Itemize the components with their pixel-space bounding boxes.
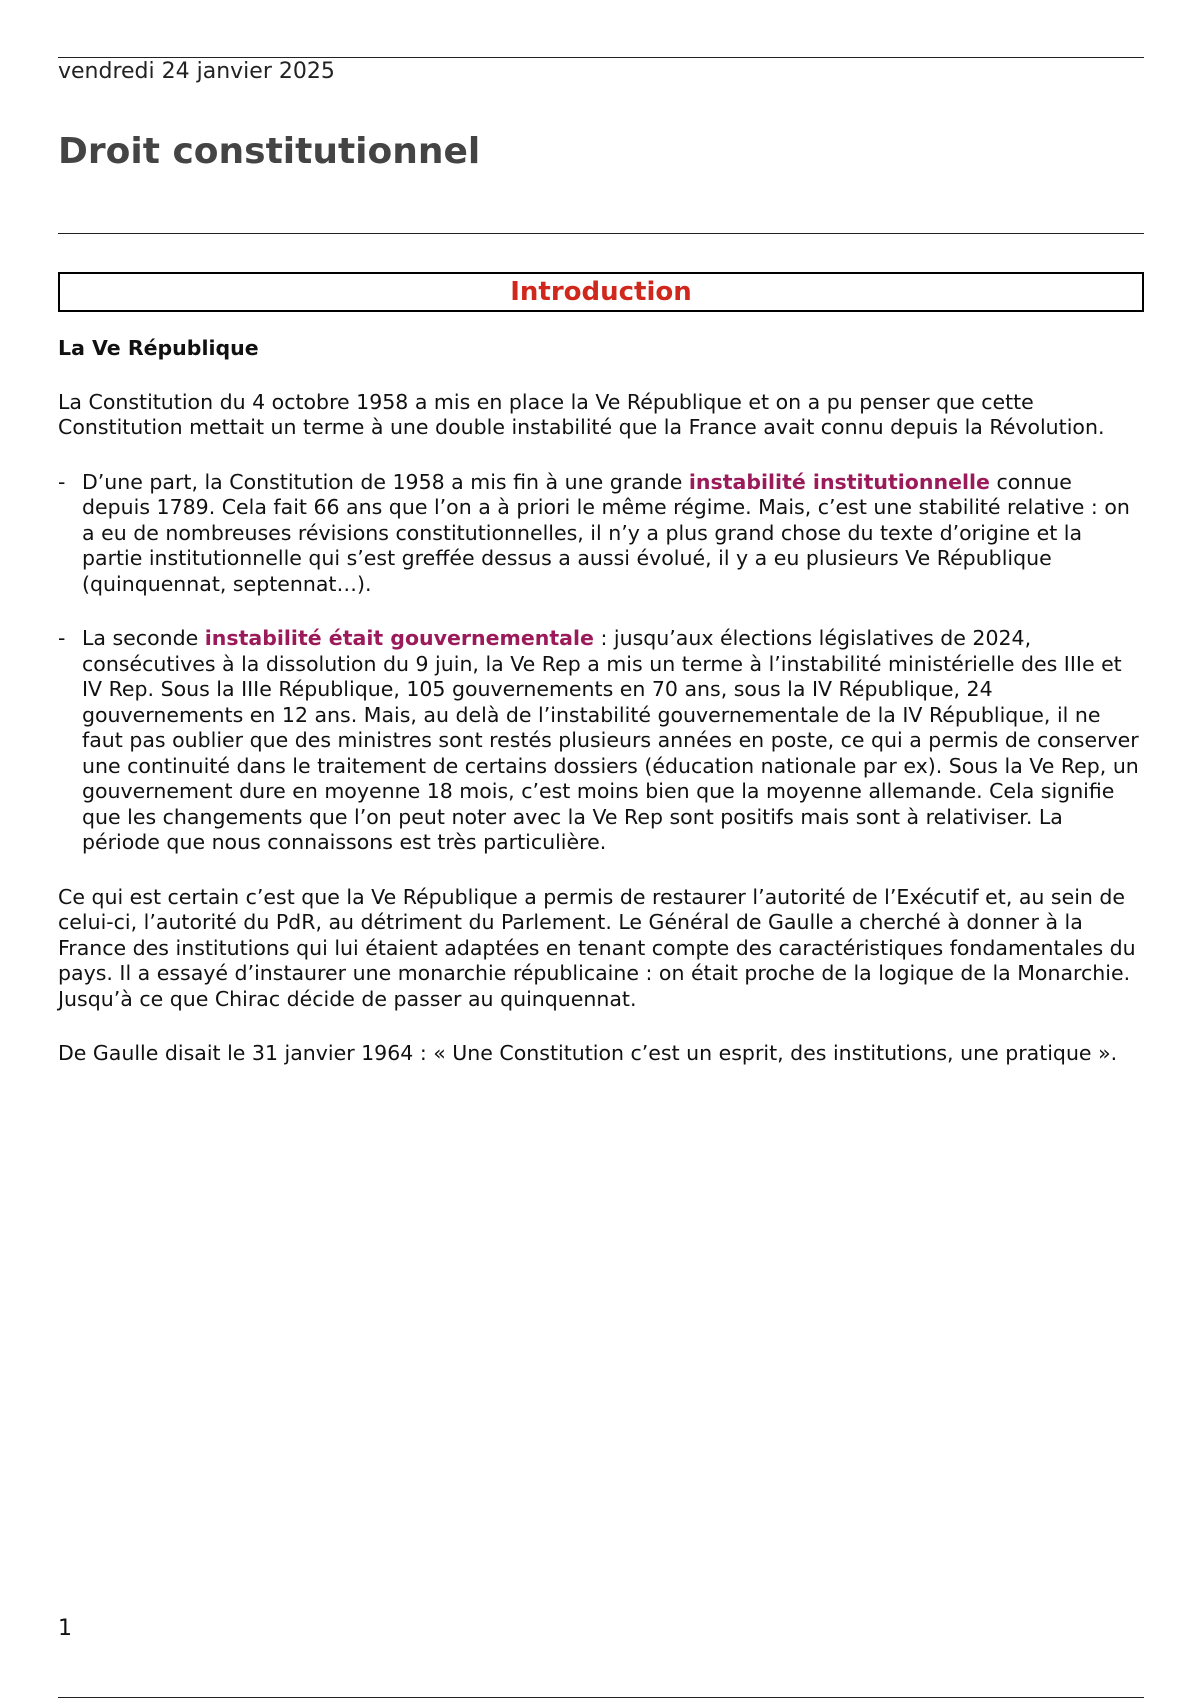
highlight-term: instabilité institutionnelle — [688, 469, 990, 494]
paragraph-executive: Ce qui est certain c’est que la Ve République a permis de restaurer l’autorité de l’Exécutif et, au sein de celui-ci, l’autorité du PdR, au détriment du Parlement. Le Général de Gaulle a cherché à donner à la France des institutions qui lui étaient adaptées en tenant compte des caractéristiques fondamentales du pays. Il a essayé d’instaurer une monarchie républicaine : on était proche de la logique de la Monarchie. Jusqu’à ce que Chirac décide de passer au quinquennat. — [58, 884, 1136, 1011]
page-number: 1 — [58, 1616, 72, 1641]
bullet-text-before: D’une part, la Constitution de 1958 a mis fin à une grande — [82, 469, 689, 494]
section-title-box: Introduction — [58, 272, 1144, 312]
document-page — [58, 0, 1144, 1700]
footer-rule — [58, 1697, 1144, 1698]
bullet-text-before: La seconde — [82, 626, 205, 650]
bullet-item-institutional — [58, 470, 1144, 598]
paragraph-intro: La Constitution du 4 octobre 1958 a mis en place la Ve République et on a pu penser que cette Constitution mettait un terme à une double instabilité que la France avait connu depuis la Révolution. — [58, 389, 1105, 439]
header-bottom-rule — [58, 233, 1144, 234]
bullet-text-after: : jusqu’aux élections législatives de 2024, consécutives à la dissolution du 9 juin, la Ve Rep a mis un terme à l’instabilité ministérielle des IIIe et IV Rep. Sous la IIIe République, 105 gouvernements en 70 ans, sous la IV République, 24 gouvernements en 12 ans. Mais, au delà de l’instabilité gouvernementale de la IV République, il ne faut pas oublier que des ministres sont restés plusieurs années en poste, ce qui a permis de conserver une continuité dans le traitement de certains dossiers (éducation nationale par ex). Sous la Ve Rep, un gouvernement dure en moyenne 18 mois, c’est moins bien que la moyenne allemande. Cela signifie que les changements que l’on peut noter avec la Ve Rep sont positifs mais sont à relativiser. La période que nous connaissons est très particulière. — [82, 626, 1139, 854]
header-date: vendredi 24 janvier 2025 — [58, 59, 335, 84]
bullet-text-after: connue depuis 1789. Cela fait 66 ans que l’on a à priori le même régime. Mais, c’est une stabilité relative : on a eu de nombreuses révisions constitutionnelles, il n’y a plus grand chose du texte d’origine et la partie institutionnelle qui s’est greffée dessus a aussi évolué, il y a eu plusieurs Ve République (quinquennat, septennat…). — [82, 469, 1130, 596]
highlight-term: instabilité était gouvernementale — [204, 626, 594, 650]
bullet-item-governmental — [58, 626, 1144, 856]
document-body — [58, 336, 1144, 1096]
section-heading: La Ve République — [58, 336, 259, 360]
paragraph-quote: De Gaulle disait le 31 janvier 1964 : « Une Constitution c’est un esprit, des institutions, une pratique ». — [58, 1041, 1118, 1065]
bullet-dash: - — [58, 469, 66, 494]
document-title: Droit constitutionnel — [58, 131, 481, 172]
bullet-dash: - — [58, 626, 66, 650]
